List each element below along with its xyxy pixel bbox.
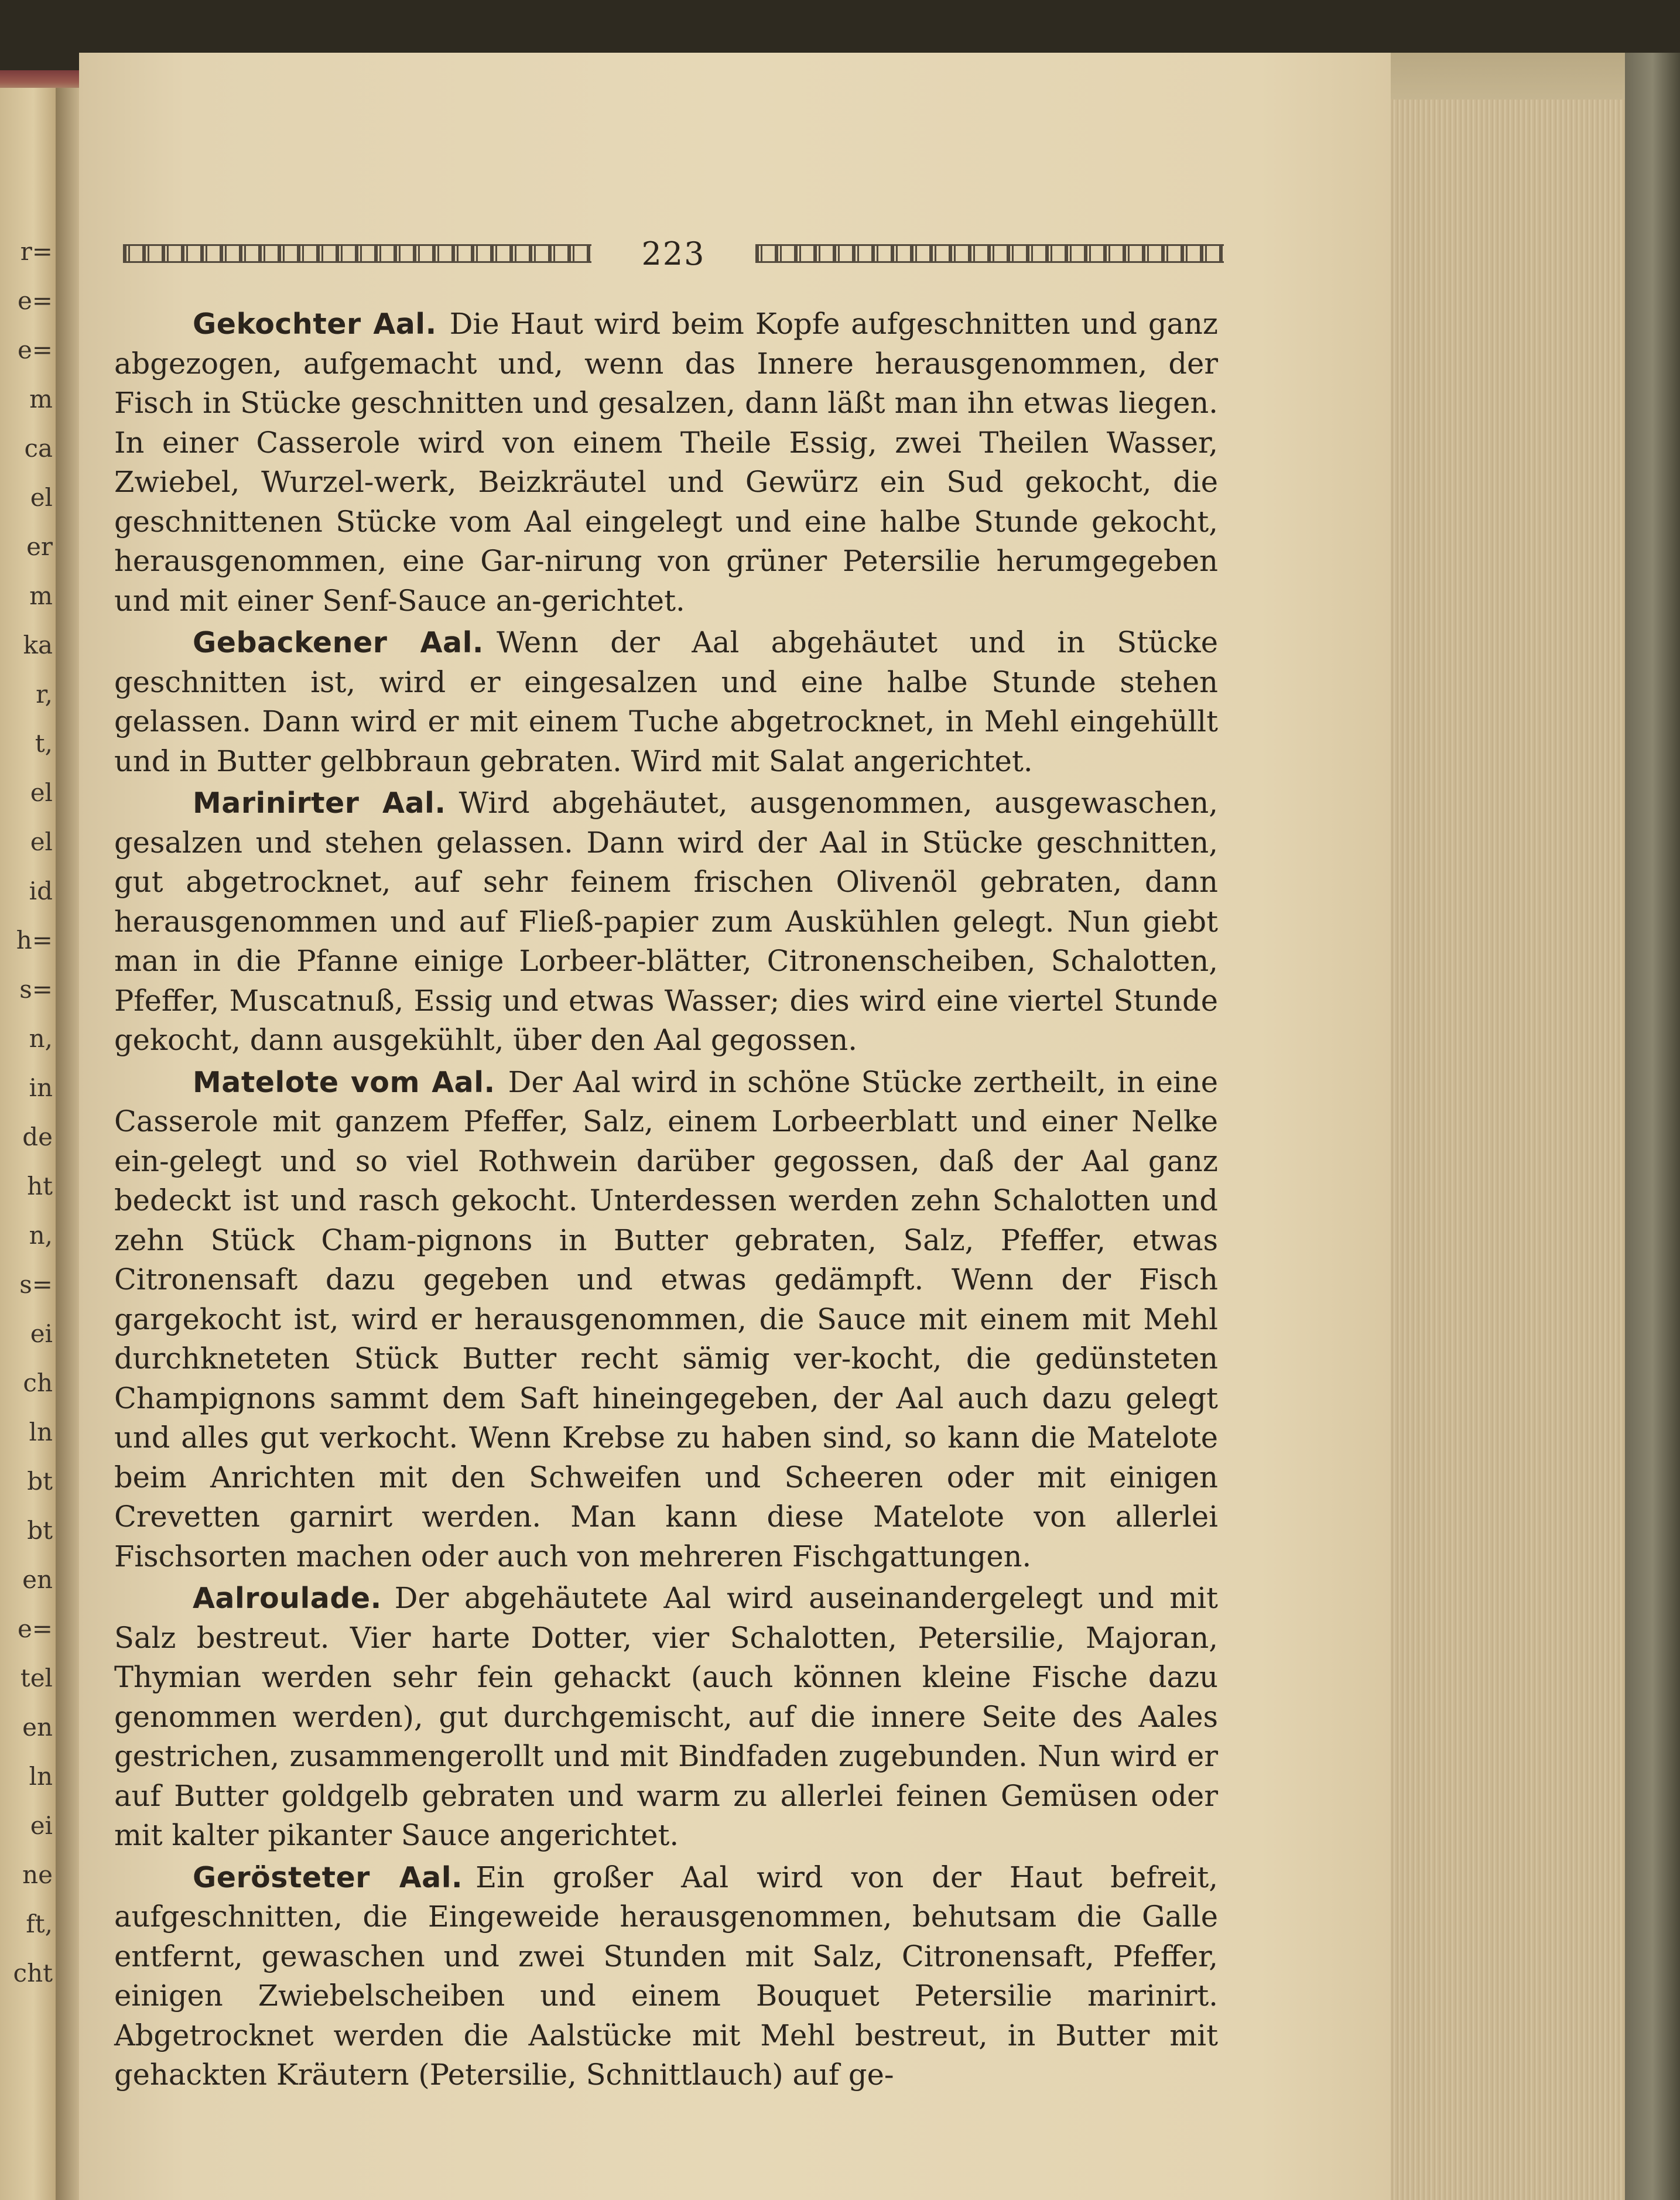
recipe-text: Der abgehäutete Aal wird auseinandergelegt und mit Salz bestreut. Vier harte Dotter, vier Schalotten, Petersilie, Majoran, Thymian werden sehr fein gehackt (auch können kleine Fische dazu genommen werden), gut durchgemischt, auf die innere Seite des Aales gestrichen, zusammengerollt und mit Bindfaden zugebunden. Nun wird er auf Butter goldgelb gebraten und warm zu allerlei feinen Gemüsen oder mit kalter pikanter Sauce angerichtet. [114,1581,1218,1852]
recipe-title: Gekochter Aal. [193,307,437,341]
page-number: 223 [641,235,706,272]
left-page-text-fragment: m [29,581,53,610]
left-page-text-fragment: ft, [26,1910,53,1938]
recipe-paragraph [114,304,1218,621]
left-page-text-fragment: ka [23,631,53,659]
left-page-text-fragment: el [30,483,53,512]
left-page-text-fragment: de [22,1123,53,1151]
left-page-text-fragment: e= [17,1614,53,1643]
recipe-title: Matelote vom Aal. [193,1065,495,1099]
left-page-text-fragment: r= [20,237,53,266]
page-body [114,304,1218,2095]
left-page-text-fragment: m [29,385,53,413]
page-header [123,233,1224,274]
recipe-title: Aalroulade. [193,1582,382,1615]
left-page-edge [0,88,56,2200]
left-page-text-fragment: in [29,1073,53,1102]
left-page-text-fragment: ln [29,1762,53,1791]
left-page-text-fragment: er [26,532,53,561]
recipe-title: Gebackener Aal. [193,626,484,659]
left-page-text-fragment: bt [27,1467,53,1496]
recipe-paragraph [114,783,1218,1060]
left-page-text-fragment: en [22,1713,53,1741]
left-page-text-fragment: e= [17,336,53,364]
left-page-text-fragment: el [30,827,53,856]
recipe-paragraph [114,1579,1218,1856]
left-page-text-fragment: el [30,778,53,807]
left-page-text-fragment: t, [35,729,53,758]
left-page-text-fragment: bt [27,1516,53,1545]
left-page-text-fragment: ln [29,1418,53,1446]
left-page-text-fragment: s= [19,1270,53,1299]
recipe-title: Gerösteter Aal. [193,1860,463,1894]
left-page-text-fragment: ei [30,1811,53,1840]
left-page-text-fragment: tel [20,1664,53,1692]
left-page-text-fragment: e= [17,286,53,315]
recipe-text: Wenn der Aal abgehäutet und in Stücke geschnitten ist, wird er eingesalzen und eine halbe Stunde stehen gelassen. Dann wird er mit einem Tuche abgetrocknet, in Mehl eingehüllt und in Butter gelbbraun gebraten. Wird mit Salat angerichtet. [114,625,1218,778]
recipe-text: Der Aal wird in schöne Stücke zertheilt, in eine Casserole mit ganzem Pfeffer, Salz, einem Lorbeerblatt und einer Nelke ein-gelegt und so viel Rothwein darüber gegossen, daß der Aal ganz bedeckt ist und rasch gekocht. Unterdessen werden zehn Schalotten und zehn Stück Cham-pignons in Butter gebraten, Salz, Pfeffer, etwas Citronensaft dazu gegeben und etwas gedämpft. Wenn der Fisch gargekocht ist, wird er herausgenommen, die Sauce mit einem mit Mehl durchkneteten Stück Butter recht sämig ver-kocht, die gedünsteten Champignons sammt dem Saft hineingegeben, der Aal auch dazu gelegt und alles gut verkocht. Wenn Krebse zu haben sind, so kann die Matelote beim Anrichten mit den Schweifen und Scheeren oder mit einigen Crevetten garnirt werden. Man kann diese Matelote von allerlei Fischsorten machen oder auch von mehreren Fischgattungen. [114,1065,1219,1573]
header-ornament-right [755,244,1224,263]
recipe-paragraph [114,1858,1218,2095]
recipe-title: Marinirter Aal. [193,786,446,820]
recipe-text: Die Haut wird beim Kopfe aufgeschnitten und ganz abgezogen, aufgemacht und, wenn das Innere herausgenommen, der Fisch in Stücke geschnitten und gesalzen, dann läßt man ihn etwas liegen. In einer Casserole wird von einem Theile Essig, zwei Theilen Wasser, Zwiebel, Wurzel-werk, Beizkräutel und Gewürz ein Sud gekocht, die geschnittenen Stücke vom Aal eingelegt und eine halbe Stunde gekocht, herausgenommen, eine Gar-nirung von grüner Petersilie herumgegeben und mit einer Senf-Sauce an-gerichtet. [114,307,1218,618]
left-page-text-fragment: ne [22,1860,53,1889]
recipe-text: Ein großer Aal wird von der Haut befreit, aufgeschnitten, die Eingeweide herausgenommen, behutsam die Galle entfernt, gewaschen und zwei Stunden mit Salz, Citronensaft, Pfeffer, einigen Zwiebelscheiben und einem Bouquet Petersilie marinirt. Abgetrocknet werden die Aalstücke mit Mehl bestreut, in Butter mit gehackten Kräutern (Petersilie, Schnittlauch) auf ge- [114,1860,1218,2092]
book-gutter [56,88,79,2200]
recipe-paragraph [114,1063,1218,1577]
header-ornament-left [123,244,591,263]
recipe-text: Wird abgehäutet, ausgenommen, ausgewaschen, gesalzen und stehen gelassen. Dann wird der Aal in Stücke geschnitten, gut abgetrocknet, auf sehr feinem frischen Olivenöl gebraten, dann herausgenommen und auf Fließ-papier zum Auskühlen gelegt. Nun giebt man in die Pfanne einige Lorbeer-blätter, Citronenscheiben, Schalotten, Pfeffer, Muscatnuß, Essig und etwas Wasser; dies wird eine viertel Stunde gekocht, dann ausgekühlt, über den Aal gegossen. [114,786,1218,1057]
book-cover-edge [1625,53,1680,2200]
left-page-text-fragment: ht [27,1172,53,1200]
left-page-text-fragment: n, [29,1024,53,1053]
recipe-paragraph [114,623,1218,781]
left-page-text-fragment: id [29,877,53,905]
left-page-text-fragment: ca [24,434,53,463]
left-page-text-fragment: n, [29,1221,53,1250]
left-page-text-fragment: ch [23,1368,53,1397]
page-block-edges [1391,100,1625,2200]
left-page-text-fragment: h= [16,926,53,954]
left-page-text-fragment: s= [19,975,53,1004]
left-page-text-fragment: r, [36,680,53,709]
left-page-text-fragment: ei [30,1319,53,1348]
left-page-text-fragment: en [22,1565,53,1594]
left-page-text-fragment: cht [13,1959,53,1987]
